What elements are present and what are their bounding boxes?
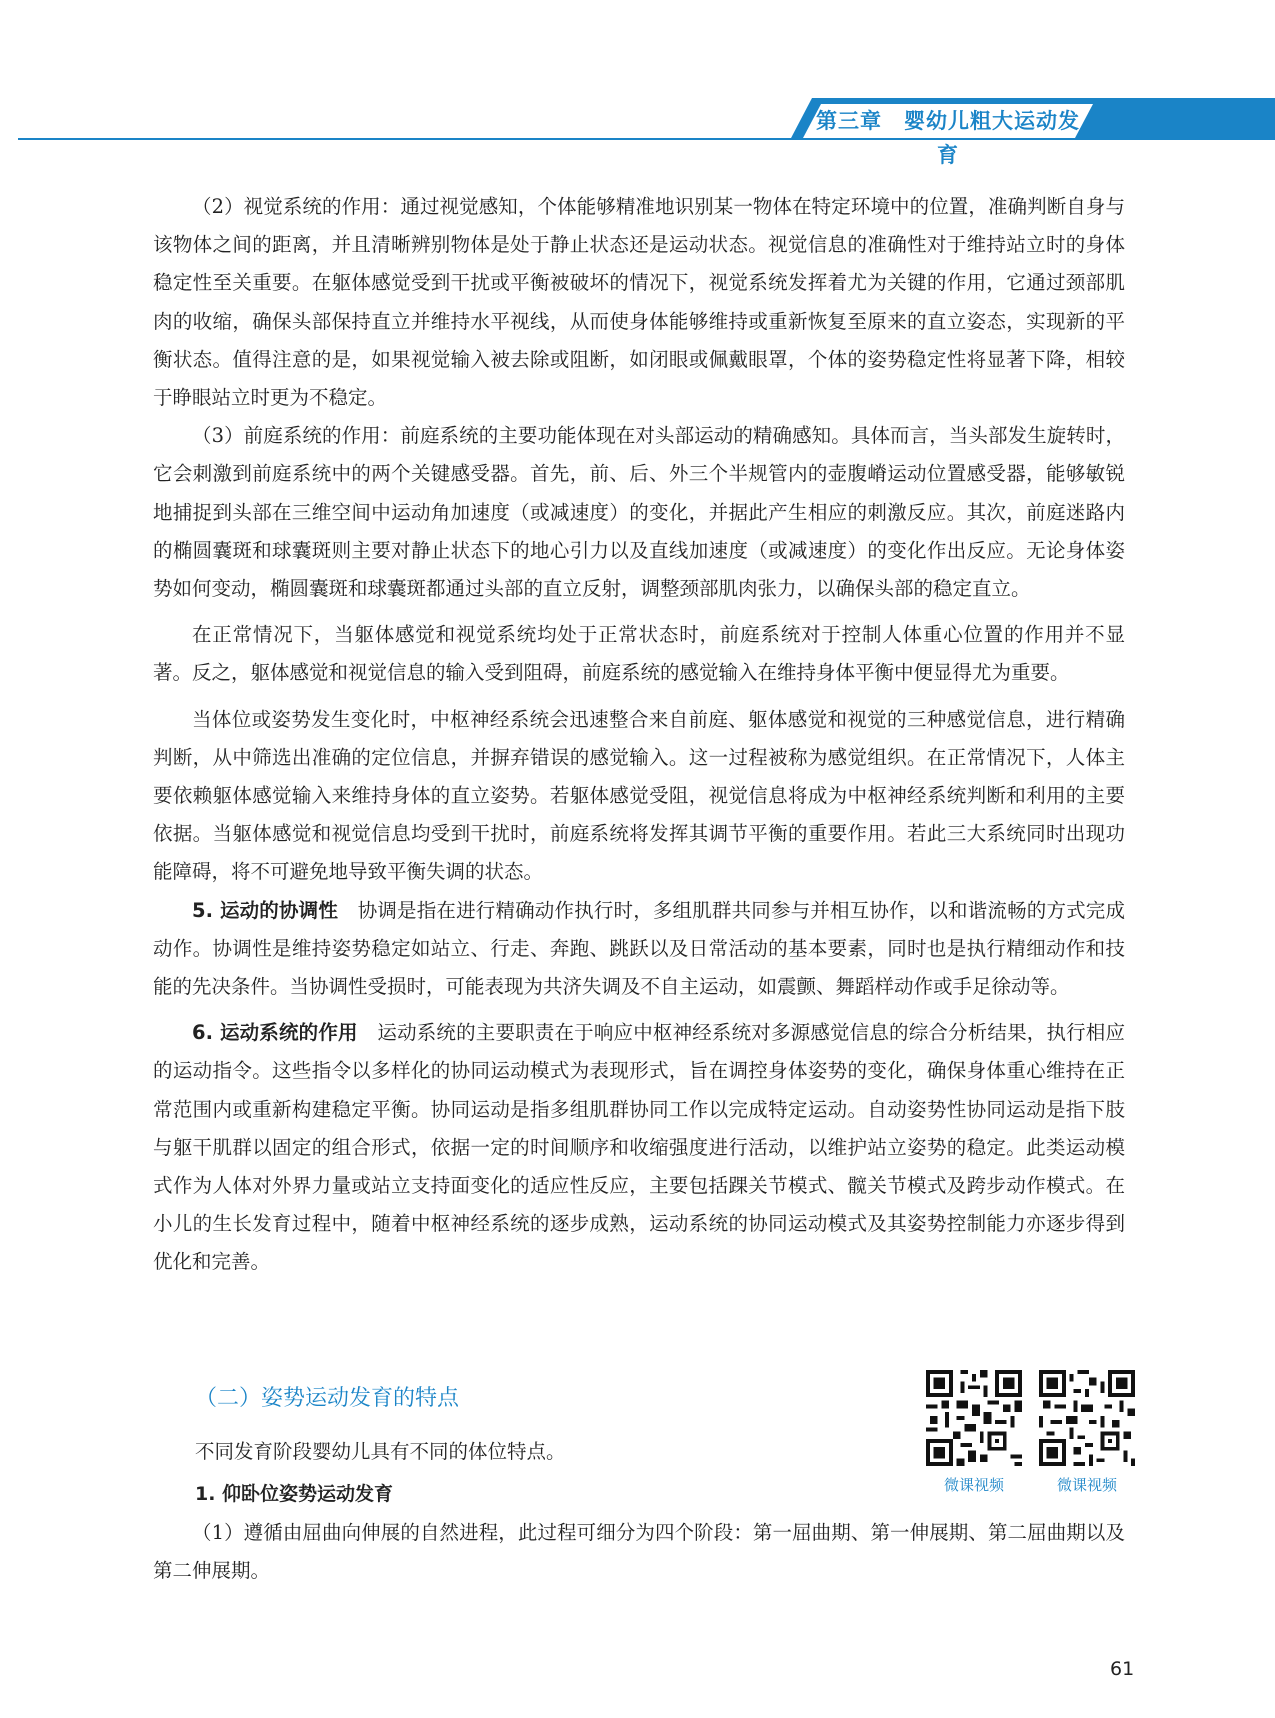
paragraph-supine: （1）遵循由屈曲向伸展的自然进程，此过程可细分为四个阶段：第一屈曲期、第一伸展期、第二屈曲期以及第二伸展期。 [153, 1521, 1125, 1582]
paragraph-vestibular-system: （3）前庭系统的作用：前庭系统的主要功能体现在对头部运动的精确感知。具体而言，当头部发生旋转时，它会刺激到前庭系统中的两个关键感受器。首先，前、后、外三个半规管内的壶腹嵴运动位置感受器，能够敏锐地捕捉到头部在三维空间中运动角加速度（或减速度）的变化，并据此产生相应的刺激反应。其次，前庭迷路内的椭圆囊斑和球囊斑则主要对静止状态下的地心引力以及直线加速度（或减速度）的变化作出反应。无论身体姿势如何变动，椭圆囊斑和球囊斑都通过头部的直立反射，调整颈部肌肉张力，以确保头部的稳定直立。 [153, 424, 1125, 601]
sub-heading: 1. 仰卧位姿势运动发育 [195, 1483, 394, 1505]
qr-label[interactable]: 微课视频 [943, 1476, 1004, 1494]
page-number: 61 [1110, 1658, 1135, 1680]
body-text [153, 188, 1125, 1282]
section-intro: 不同发育阶段婴幼儿具有不同的体位特点。 [195, 1440, 566, 1463]
coordination-text: 协调是指在进行精确动作执行时，多组肌群共同参与并相互协作，以和谐流畅的方式完成动作。协调性是维持姿势稳定如站立、行走、奔跑、跳跃以及日常活动的基本要素，同时也是执行精细动作和技能的先决条件。当协调性受损时，可能表现为共济失调及不自主运动，如震颤、舞蹈样动作或手足徐动等。 [153, 898, 1125, 999]
paragraph-coordination [153, 892, 1125, 1007]
qr-code-icon[interactable] [926, 1370, 1022, 1466]
coordination-heading: 5. 运动的协调性 [192, 898, 339, 922]
motor-system-text: 运动系统的主要职责在于响应中枢神经系统对多源感觉信息的综合分析结果，执行相应的运动指令。这些指令以多样化的协同运动模式为表现形式，旨在调控身体姿势的变化，确保身体重心维持在正常范围内或重新构建稳定平衡。协同运动是指多组肌群协同工作以完成特定运动。自动姿势性协同运动是指下肢与躯干肌群以固定的组合形式，依据一定的时间顺序和收缩强度进行活动，以维护站立姿势的稳定。此类运动模式作为人体对外界力量或站立支持面变化的适应性反应，主要包括踝关节模式、髋关节模式及跨步动作模式。在小儿的生长发育过程中，随着中枢神经系统的逐步成熟，运动系统的协同运动模式及其姿势控制能力亦逐步得到优化和完善。 [153, 1021, 1125, 1274]
section-title: （二）姿势运动发育的特点 [195, 1386, 460, 1411]
paragraph-normal-conditions: 在正常情况下，当躯体感觉和视觉系统均处于正常状态时，前庭系统对于控制人体重心位置的作用并不显著。反之，躯体感觉和视觉信息的输入受到阻碍，前庭系统的感觉输入在维持身体平衡中便显得尤为重要。 [153, 623, 1125, 685]
paragraph-visual-system: （2）视觉系统的作用：通过视觉感知，个体能够精准地识别某一物体在特定环境中的位置，准确判断自身与该物体之间的距离，并且清晰辨别物体是处于静止状态还是运动状态。视觉信息的准确性对于维持站立时的身体稳定性至关重要。在躯体感觉受到干扰或平衡被破坏的情况下，视觉系统发挥着尤为关键的作用，它通过颈部肌肉的收缩，确保头部保持直立并维持水平视线，从而使身体能够维持或重新恢复至原来的直立姿态，实现新的平衡状态。值得注意的是，如果视觉输入被去除或阻断，如闭眼或佩戴眼罩，个体的姿势稳定性将显著下降，相较于睁眼站立时更为不稳定。 [153, 195, 1125, 410]
paragraph-motor-system [153, 1014, 1125, 1281]
motor-system-heading: 6. 运动系统的作用 [192, 1021, 358, 1045]
chapter-title: 第三章 婴幼儿粗大运动发育 [816, 109, 1080, 167]
qr-label[interactable]: 微课视频 [1056, 1476, 1117, 1494]
qr-code-icon[interactable] [1039, 1370, 1135, 1466]
paragraph-sensory-organization: 当体位或姿势发生变化时，中枢神经系统会迅速整合来自前庭、躯体感觉和视觉的三种感觉信息，进行精确判断，从中筛选出准确的定位信息，并摒弃错误的感觉输入。这一过程被称为感觉组织。在正常情况下，人体主要依赖躯体感觉输入来维持身体的直立姿势。若躯体感觉受阻，视觉信息将成为中枢神经系统判断和利用的主要依据。当躯体感觉和视觉信息均受到干扰时，前庭系统将发挥其调节平衡的重要作用。若此三大系统同时出现功能障碍，将不可避免地导致平衡失调的状态。 [153, 707, 1125, 884]
